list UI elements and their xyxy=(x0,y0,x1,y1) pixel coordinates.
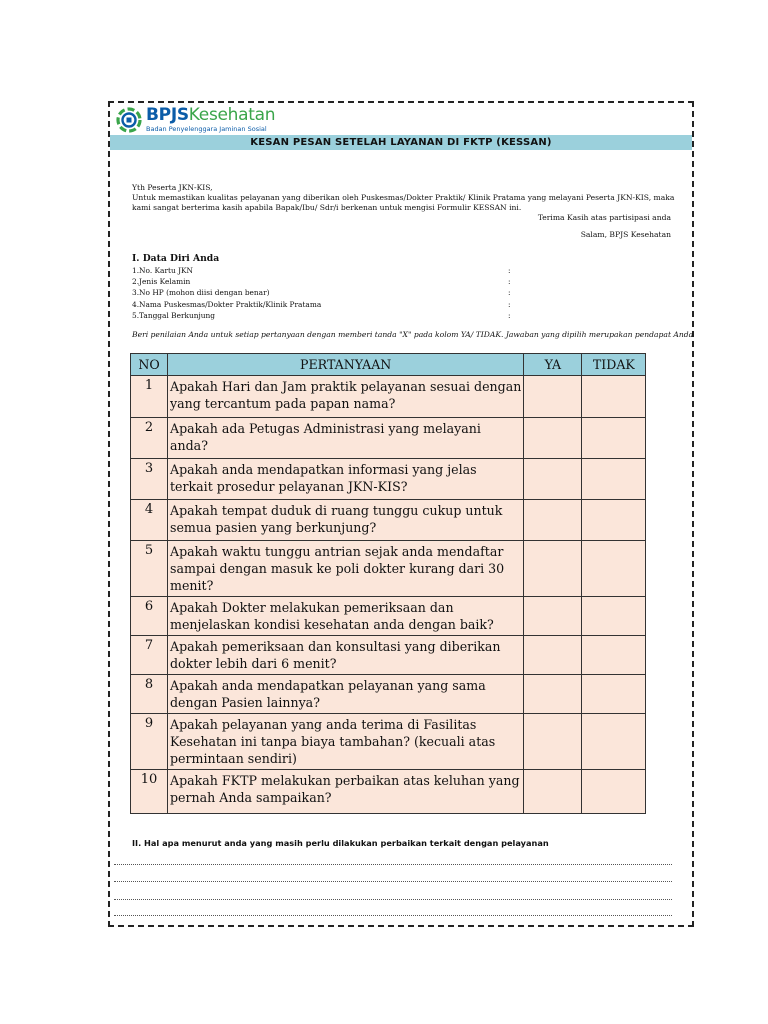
instruction-text: Beri penilaian Anda untuk setiap pertanyaan dengan memberi tanda "X" pada kolom YA/ TIDAK. Jawaban yang dipilih merupakan pendapat Anda xyxy=(132,330,694,339)
field-colon: : xyxy=(508,310,511,320)
answer-yes-cell[interactable] xyxy=(524,418,582,459)
field-colon: : xyxy=(508,266,511,275)
table-row xyxy=(131,714,646,770)
intro-text xyxy=(132,183,677,213)
question-line: Apakah anda mendapatkan pelayanan yang sama xyxy=(170,678,486,693)
personal-data-fields xyxy=(132,265,512,321)
answer-no-cell[interactable] xyxy=(582,500,646,541)
section-1-title: I. Data Diri Anda xyxy=(132,253,220,264)
question-number: 5 xyxy=(131,541,168,597)
answer-yes-cell[interactable] xyxy=(524,636,582,675)
field-colon: : xyxy=(508,299,511,309)
question-line: Apakah pemeriksaan dan konsultasi yang diberikan xyxy=(170,639,501,654)
table-row xyxy=(131,675,646,714)
answer-line-3[interactable] xyxy=(114,899,672,900)
field-colon: : xyxy=(508,288,511,298)
table-row xyxy=(131,597,646,636)
field-label: 2.Jenis Kelamin xyxy=(132,277,191,287)
form-title: KESAN PESAN SETELAH LAYANAN DI FKTP (KESSAN) xyxy=(110,135,692,150)
questionnaire-table xyxy=(130,353,646,814)
answer-no-cell[interactable] xyxy=(582,636,646,675)
answer-yes-cell[interactable] xyxy=(524,675,582,714)
table-row xyxy=(131,376,646,418)
field-facility-name[interactable] xyxy=(132,299,512,310)
field-label: 5.Tanggal Berkunjung xyxy=(132,310,216,320)
field-colon: : xyxy=(508,277,511,287)
answer-no-cell[interactable] xyxy=(582,459,646,500)
question-text xyxy=(168,541,524,597)
answer-line-2[interactable] xyxy=(114,881,672,882)
question-number: 4 xyxy=(131,500,168,541)
question-line: dokter lebih dari 6 menit? xyxy=(170,656,337,671)
field-label: 3.No HP (mohon diisi dengan benar) xyxy=(132,288,270,298)
header-no: NO xyxy=(131,354,168,376)
question-line: pernah Anda sampaikan? xyxy=(170,790,332,805)
question-number: 8 xyxy=(131,675,168,714)
table-row xyxy=(131,459,646,500)
question-number: 6 xyxy=(131,597,168,636)
question-text xyxy=(168,500,524,541)
table-row xyxy=(131,541,646,597)
table-row xyxy=(131,636,646,675)
answer-yes-cell[interactable] xyxy=(524,376,582,418)
question-line: anda? xyxy=(170,438,208,453)
answer-yes-cell[interactable] xyxy=(524,770,582,814)
intro-greeting: Yth Peserta JKN-KIS, xyxy=(132,183,213,192)
question-line: sampai dengan masuk ke poli dokter kurang dari 30 xyxy=(170,561,505,576)
thanks-text: Terima Kasih atas partisipasi anda xyxy=(537,213,671,222)
question-line: Apakah Dokter melakukan pemeriksaan dan xyxy=(170,600,454,615)
table-row xyxy=(131,500,646,541)
question-line: Apakah pelayanan yang anda terima di Fasilitas xyxy=(170,717,477,732)
answer-no-cell[interactable] xyxy=(582,376,646,418)
question-line: Apakah ada Petugas Administrasi yang melayani xyxy=(170,421,481,436)
question-line: Apakah waktu tunggu antrian sejak anda mendaftar xyxy=(170,544,504,559)
question-text xyxy=(168,459,524,500)
field-visit-date[interactable] xyxy=(132,310,512,321)
logo-brand-kesehatan: Kesehatan xyxy=(188,105,276,126)
question-number: 1 xyxy=(131,376,168,418)
question-number: 7 xyxy=(131,636,168,675)
question-number: 10 xyxy=(131,770,168,814)
question-line: dengan Pasien lainnya? xyxy=(170,695,320,710)
question-line: yang tercantum pada papan nama? xyxy=(170,396,396,411)
question-text xyxy=(168,376,524,418)
field-card-number[interactable] xyxy=(132,265,512,276)
question-line: semua pasien yang berkunjung? xyxy=(170,520,377,535)
bpjs-logo xyxy=(116,104,275,136)
bpjs-emblem-icon xyxy=(116,106,142,134)
answer-line-4[interactable] xyxy=(114,915,672,916)
answer-line-1[interactable] xyxy=(114,864,672,865)
question-number: 9 xyxy=(131,714,168,770)
intro-line-1: Untuk memastikan kualitas pelayanan yang diberikan oleh Puskesmas/Dokter Praktik/ Klinik Pratama yang melayani Peserta JKN-KIS, maka xyxy=(132,193,675,202)
intro-line-2: kami sangat berterima kasih apabila Bapak/Ibu/ Sdr/i berkenan untuk mengisi Formulir KESSAN ini. xyxy=(132,203,522,212)
answer-no-cell[interactable] xyxy=(582,597,646,636)
header-yes: YA xyxy=(524,354,582,376)
table-header-row xyxy=(131,354,646,376)
question-text xyxy=(168,597,524,636)
question-text xyxy=(168,675,524,714)
field-label: 4.Nama Puskesmas/Dokter Praktik/Klinik Pratama xyxy=(132,299,322,309)
question-line: Apakah tempat duduk di ruang tunggu cukup untuk xyxy=(170,503,503,518)
answer-yes-cell[interactable] xyxy=(524,714,582,770)
question-text xyxy=(168,418,524,459)
answer-yes-cell[interactable] xyxy=(524,541,582,597)
logo-subtitle: Badan Penyelenggara Jaminan Sosial xyxy=(146,125,267,134)
question-text xyxy=(168,636,524,675)
question-text xyxy=(168,714,524,770)
question-line: menit? xyxy=(170,578,214,593)
answer-no-cell[interactable] xyxy=(582,675,646,714)
answer-no-cell[interactable] xyxy=(582,770,646,814)
table-row xyxy=(131,418,646,459)
answer-yes-cell[interactable] xyxy=(524,459,582,500)
section-2-title: II. Hal apa menurut anda yang masih perlu dilakukan perbaikan terkait dengan pelayanan xyxy=(132,838,549,848)
question-line: permintaan sendiri) xyxy=(170,751,297,766)
table-row xyxy=(131,770,646,814)
question-line: menjelaskan kondisi kesehatan anda dengan baik? xyxy=(170,617,494,632)
header-no-answer: TIDAK xyxy=(582,354,646,376)
answer-no-cell[interactable] xyxy=(582,418,646,459)
question-line: terkait prosedur pelayanan JKN-KIS? xyxy=(170,479,408,494)
header-question: PERTANYAAN xyxy=(168,354,524,376)
field-gender[interactable] xyxy=(132,276,512,287)
answer-no-cell[interactable] xyxy=(582,541,646,597)
question-line: Apakah anda mendapatkan informasi yang jelas xyxy=(170,462,477,477)
question-number: 2 xyxy=(131,418,168,459)
answer-yes-cell[interactable] xyxy=(524,500,582,541)
logo-brand-bpjs: BPJS xyxy=(146,105,189,126)
question-line: Kesehatan ini tanpa biaya tambahan? (kecuali atas xyxy=(170,734,496,749)
field-phone[interactable] xyxy=(132,287,512,298)
answer-no-cell[interactable] xyxy=(582,714,646,770)
question-line: Apakah Hari dan Jam praktik pelayanan sesuai dengan xyxy=(170,379,522,394)
field-label: 1.No. Kartu JKN xyxy=(132,266,194,275)
question-text xyxy=(168,770,524,814)
answer-yes-cell[interactable] xyxy=(524,597,582,636)
question-number: 3 xyxy=(131,459,168,500)
signature-text: Salam, BPJS Kesehatan xyxy=(580,230,671,239)
question-line: Apakah FKTP melakukan perbaikan atas keluhan yang xyxy=(170,773,520,788)
